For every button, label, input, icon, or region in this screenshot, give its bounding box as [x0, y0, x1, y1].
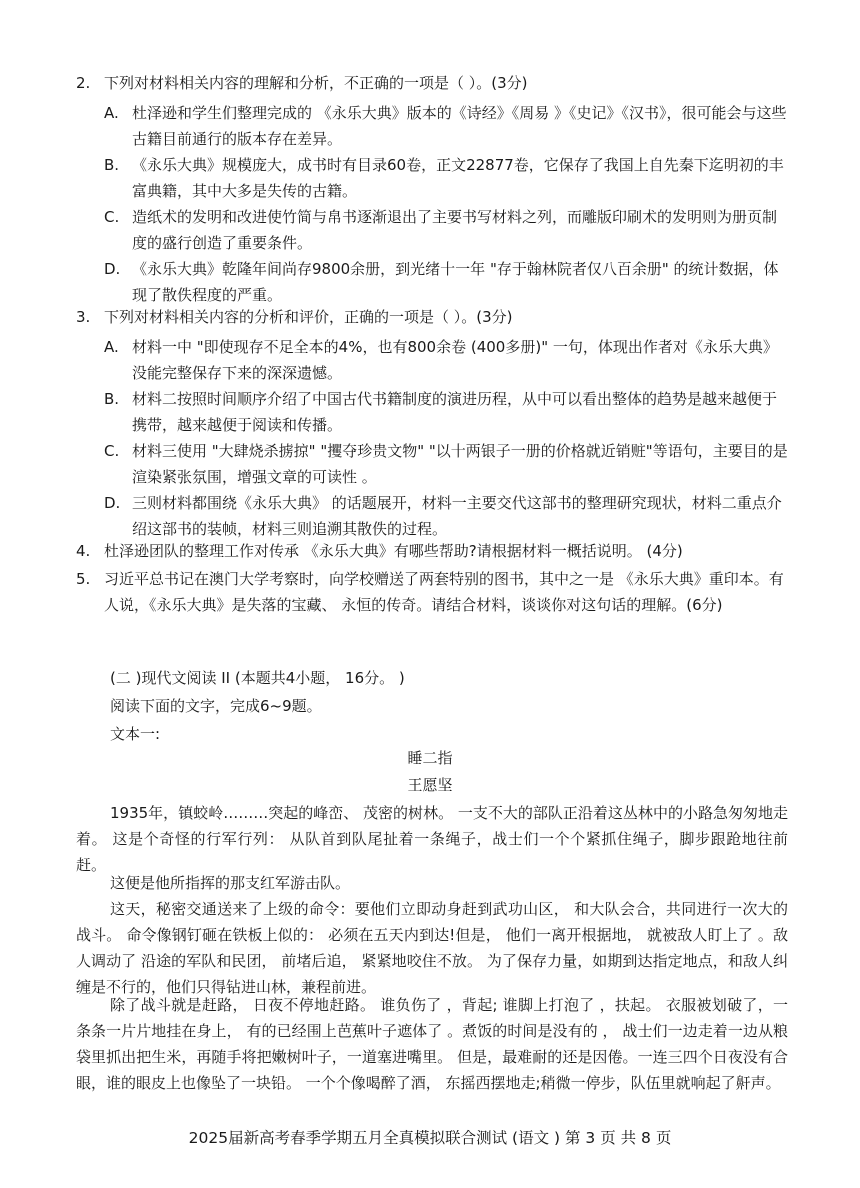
option-2a — [104, 100, 790, 152]
story-paragraph-4: 除了战斗就是赶路， 日夜不停地赶路。 谁负伤了 ，背起; 谁脚上打泡了 ，扶起。 衣服被划破了，一条条一片片地挂在身上， 有的已经围上芭蕉叶子遮体了 。煮饭的时间是没有的 ， 战士们一边走着一边从粮袋里抓出把生米，再随手将把嫩树叶子，一道塞进嘴里。 但是，最难耐的还是因倦。一连三四个日夜没有合眼，谁的眼皮上也像坠了一块铅。 一个个像喝醉了酒， 东摇西摆地走;稍微一停步，队伍里就响起了鼾声。 — [76, 996, 788, 1092]
option-text: 杜泽逊和学生们整理完成的 《永乐大典》版本的《诗经》《周易 》《史记》《汉书》，很可能会与这些古籍目前通行的版本存在差异。 — [132, 104, 787, 148]
option-label: C. — [104, 442, 120, 460]
option-3b — [104, 386, 790, 438]
question-text: 习近平总书记在澳门大学考察时，向学校赠送了两套特别的图书，其中之一是 《永乐大典》重印本。有人说，《永乐大典》是失落的宝藏、 永恒的传奇。请结合材料，谈谈你对这句话的理解。(6分) — [104, 570, 784, 614]
option-2d — [104, 256, 790, 308]
option-3d — [104, 490, 790, 542]
option-label: C. — [104, 208, 120, 226]
page-footer: 2025届新高考春季学期五月全真模拟联合测试 (语文 ) 第 3 页 共 8 页 — [188, 1129, 672, 1147]
option-text: 材料一中 "即使现存不足全本的4%，也有800余卷 (400多册)" 一句，体现出作者对《永乐大典》没能完整保存下来的深深遗憾。 — [132, 338, 778, 382]
question-text: 下列对材料相关内容的理解和分析，不正确的一项是（ ）。(3分) — [104, 74, 528, 92]
option-2c — [104, 204, 790, 256]
question-5 — [76, 566, 788, 618]
question-number: 2. — [76, 74, 91, 92]
section-heading: (二 )现代文阅读 II (本题共4小题， 16分。 ) — [110, 669, 405, 687]
question-3 — [76, 304, 788, 330]
option-3c — [104, 438, 790, 490]
question-4 — [76, 538, 788, 564]
question-text: 下列对材料相关内容的分析和评价，正确的一项是（ ）。(3分) — [104, 308, 513, 326]
option-text: 材料三使用 "大肆烧杀掳掠" "攫夺珍贵文物" "以十两银子一册的价格就近销赃"等语句，主要目的是渲染紧张氛围，增强文章的可读性 。 — [132, 442, 788, 486]
option-2b — [104, 152, 790, 204]
section-instruction: 阅读下面的文字，完成6~9题。 — [110, 697, 322, 715]
option-text: 三则材料都围绕《永乐大典》 的话题展开，材料一主要交代这部书的整理研究现状，材料二重点介绍这部书的装帧，材料三则追溯其散佚的过程。 — [132, 494, 782, 538]
story-paragraph-2: 这便是他所指挥的那支红军游击队。 — [110, 874, 351, 892]
option-text: 造纸术的发明和改进使竹简与帛书逐渐退出了主要书写材料之列，而雕版印刷术的发明则为册页制度的盛行创造了重要条件。 — [132, 208, 778, 252]
option-label: D. — [104, 260, 121, 278]
option-label: A. — [104, 104, 119, 122]
option-text: 材料二按照时间顺序介绍了中国古代书籍制度的演进历程，从中可以看出整体的趋势是越来越便于携带，越来越便于阅读和传播。 — [132, 390, 778, 434]
option-label: A. — [104, 338, 119, 356]
question-2 — [76, 70, 788, 96]
option-text: 《永乐大典》规模庞大，成书时有目录60卷，正文22877卷，它保存了我国上自先秦下迄明初的丰富典籍，其中大多是失传的古籍。 — [132, 156, 784, 200]
option-label: D. — [104, 494, 121, 512]
story-paragraph-1: 1935年，镇蛟岭………突起的峰峦、 茂密的树林。 一支不大的部队正沿着这丛林中的小路急匆匆地走着。 这是个奇怪的行军行列： 从队首到队尾扯着一条绳子，战士们一个个紧抓住绳子，脚步跟跄地往前赶。 — [76, 804, 788, 874]
text-label: 文本一: — [110, 725, 161, 743]
question-number: 5. — [76, 570, 91, 588]
question-number: 4. — [76, 542, 91, 560]
story-author: 王愿坚 — [407, 776, 453, 794]
story-paragraph-3: 这天，秘密交通送来了上级的命令：要他们立即动身赶到武功山区， 和大队会合，共同进行一次大的战斗。 命令像钢钉砸在铁板上似的： 必须在五天内到达!但是， 他们一离开根据地， 就被敌人盯上了 。敌人调动了 沿途的军队和民团， 前堵后追， 紧紧地咬住不放。 为了保存力量，如期到达指定地点，和敌人纠缠是不行的，他们只得钻进山林，兼程前进。 — [76, 900, 788, 996]
option-3a — [104, 334, 790, 386]
option-text: 《永乐大典》乾隆年间尚存9800余册，到光绪十一年 "存于翰林院者仅八百余册" 的统计数据，体现了散佚程度的严重。 — [132, 260, 779, 304]
question-text: 杜泽逊团队的整理工作对传承 《永乐大典》有哪些帮助?请根据材料一概括说明。 (4分) — [104, 542, 683, 560]
option-label: B. — [104, 390, 120, 408]
story-title: 睡二指 — [407, 749, 453, 767]
question-number: 3. — [76, 308, 91, 326]
option-label: B. — [104, 156, 120, 174]
